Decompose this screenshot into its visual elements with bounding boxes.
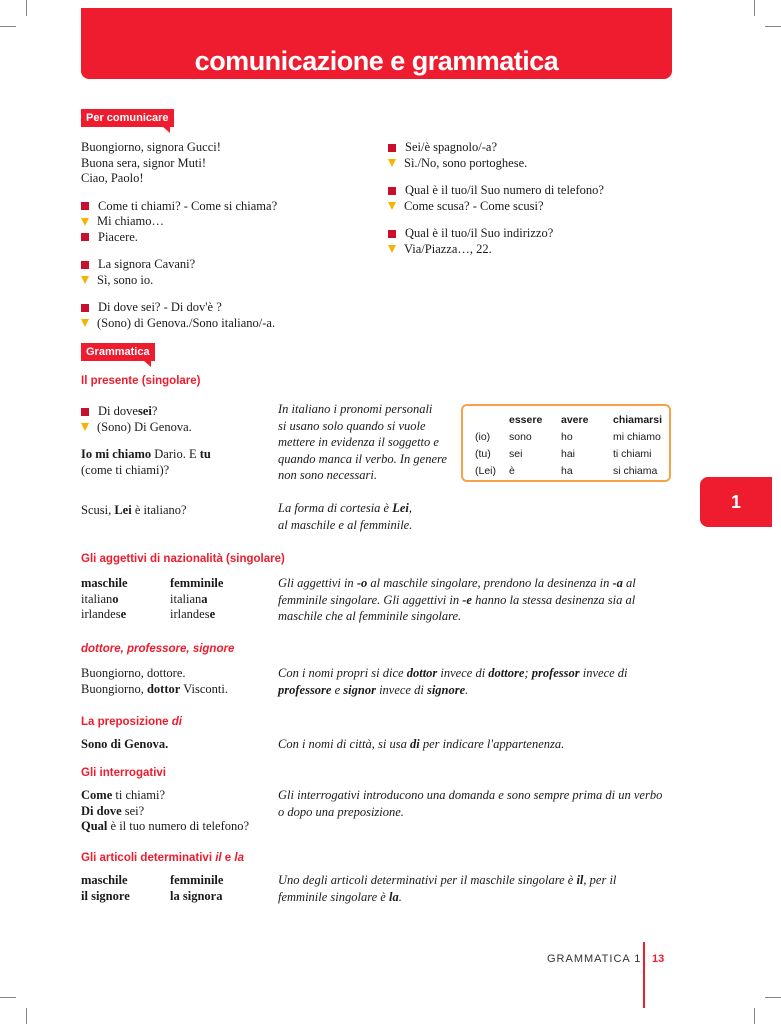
conjugation-table: essere avere chiamarsi (io) sono ho mi chiamo (tu) sei hai ti chiami (Lei) è ha si chiama — [461, 404, 671, 482]
list-item: Di dove sei? - Di dov'è ? — [81, 300, 371, 316]
crop-mark — [0, 997, 16, 998]
heading-dottore: dottore, professore, signore — [81, 643, 235, 655]
crop-mark — [754, 1008, 755, 1024]
list-item: Come scusa? - Come scusi? — [388, 199, 678, 215]
list-item: (Sono) di Genova./Sono italiano/-a. — [81, 316, 371, 332]
aggettivi-table: maschile femminile italiano italiana irlandese irlandese — [81, 576, 224, 621]
square-bullet-icon — [81, 202, 89, 210]
crop-mark — [26, 1008, 27, 1024]
list-item: Sì./No, sono portoghese. — [388, 156, 678, 172]
heading-interrogativi: Gli interrogativi — [81, 767, 166, 779]
triangle-bullet-icon — [81, 276, 89, 284]
heading-preposizione: La preposizione di — [81, 716, 182, 728]
triangle-bullet-icon — [81, 319, 89, 327]
table-row: (io) sono ho mi chiamo — [475, 430, 661, 443]
heading-presente: Il presente (singolare) — [81, 375, 201, 387]
triangle-bullet-icon — [388, 202, 396, 210]
title-band — [81, 8, 672, 79]
list-item: Via/Piazza…, 22. — [388, 242, 678, 258]
interrogativi-examples: Come ti chiami? Di dove sei? Qual è il tuo numero di telefono? — [81, 788, 250, 833]
crop-mark — [26, 0, 27, 16]
note-articoli: Uno degli articoli determinativi per il maschile singolare è il, per il femminile singolare è la. — [278, 873, 617, 904]
note-pronomi: In italiano i pronomi personali si usano solo quando si vuole mettere in evidenza il soggetto e quando manca il verbo. In genere non sono necessari. — [278, 402, 447, 482]
note-preposizione: Con i nomi di città, si usa di per indicare l'appartenenza. — [278, 737, 565, 751]
example-line: (come ti chiami)? — [81, 462, 170, 477]
list-item: Sì, sono io. — [81, 273, 371, 289]
example-line: Scusi, Lei è italiano? — [81, 503, 187, 517]
list-item: Di dove sei ? — [81, 404, 211, 420]
greeting-line: Buona sera, signor Muti! — [81, 155, 206, 170]
greeting-line: Buongiorno, signora Gucci! — [81, 140, 221, 154]
crop-mark — [0, 26, 16, 27]
triangle-bullet-icon — [81, 423, 89, 431]
list-item: Qual è il tuo/il Suo numero di telefono? — [388, 183, 678, 199]
footer-section-label: GRAMMATICA 1 — [547, 953, 642, 965]
square-bullet-icon — [388, 230, 396, 238]
square-bullet-icon — [81, 408, 89, 416]
list-item: La signora Cavani? — [81, 257, 371, 273]
square-bullet-icon — [81, 233, 89, 241]
note-dottore: Con i nomi propri si dice dottor invece di dottore; professor invece di professore e signor invece di signore. — [278, 666, 628, 697]
articoli-table: maschile femminile il signore la signora — [81, 873, 224, 903]
heading-articoli: Gli articoli determinativi il e la — [81, 852, 244, 864]
table-row: (Lei) è ha si chiama — [475, 464, 658, 477]
comunicare-right — [388, 140, 678, 257]
greeting-line: Ciao, Paolo! — [81, 171, 144, 185]
list-item: Mi chiamo… — [81, 214, 371, 230]
list-item: (Sono) Di Genova. — [81, 420, 211, 436]
tag-grammatica: Grammatica — [81, 343, 155, 361]
table-row: (tu) sei hai ti chiami — [475, 447, 652, 460]
heading-aggettivi: Gli aggettivi di nazionalità (singolare) — [81, 553, 285, 565]
note-aggettivi: Gli aggettivi in -o al maschile singolare, prendono la desinenza in -a al femminile singolare. Gli aggettivi in -e hanno la stessa desinenza sia al maschile che al femminile singolare. — [278, 576, 636, 623]
square-bullet-icon — [388, 144, 396, 152]
list-item: Come ti chiami? - Come si chiama? — [81, 199, 371, 215]
triangle-bullet-icon — [388, 245, 396, 253]
presente-examples — [81, 404, 211, 478]
list-item: Qual è il tuo/il Suo indirizzo? — [388, 226, 678, 242]
page-title: comunicazione e grammatica — [194, 46, 559, 76]
crop-mark — [765, 26, 781, 27]
square-bullet-icon — [388, 187, 396, 195]
triangle-bullet-icon — [388, 159, 396, 167]
crop-mark — [754, 0, 755, 16]
example-line: Sono di Genova. — [81, 737, 169, 751]
list-item: Sei/è spagnolo/-a? — [388, 140, 678, 156]
square-bullet-icon — [81, 304, 89, 312]
page-number: 13 — [652, 953, 665, 965]
list-item: Piacere. — [81, 230, 371, 246]
dottore-examples: Buongiorno, dottore. Buongiorno, dottor Visconti. — [81, 666, 228, 696]
note-interrogativi: Gli interrogativi introducono una domanda e sono sempre prima di un verbo o dopo una preposizione. — [278, 788, 663, 819]
chapter-tab: 1 — [700, 477, 772, 527]
footer-divider — [643, 942, 645, 1008]
comunicare-left — [81, 140, 371, 331]
square-bullet-icon — [81, 261, 89, 269]
triangle-bullet-icon — [81, 218, 89, 226]
example-line: Io mi chiamo Dario. E tu — [81, 447, 211, 461]
crop-mark — [765, 997, 781, 998]
tag-per-comunicare: Per comunicare — [81, 109, 174, 127]
note-cortesia: La forma di cortesia è Lei, al maschile e al femminile. — [278, 501, 413, 532]
